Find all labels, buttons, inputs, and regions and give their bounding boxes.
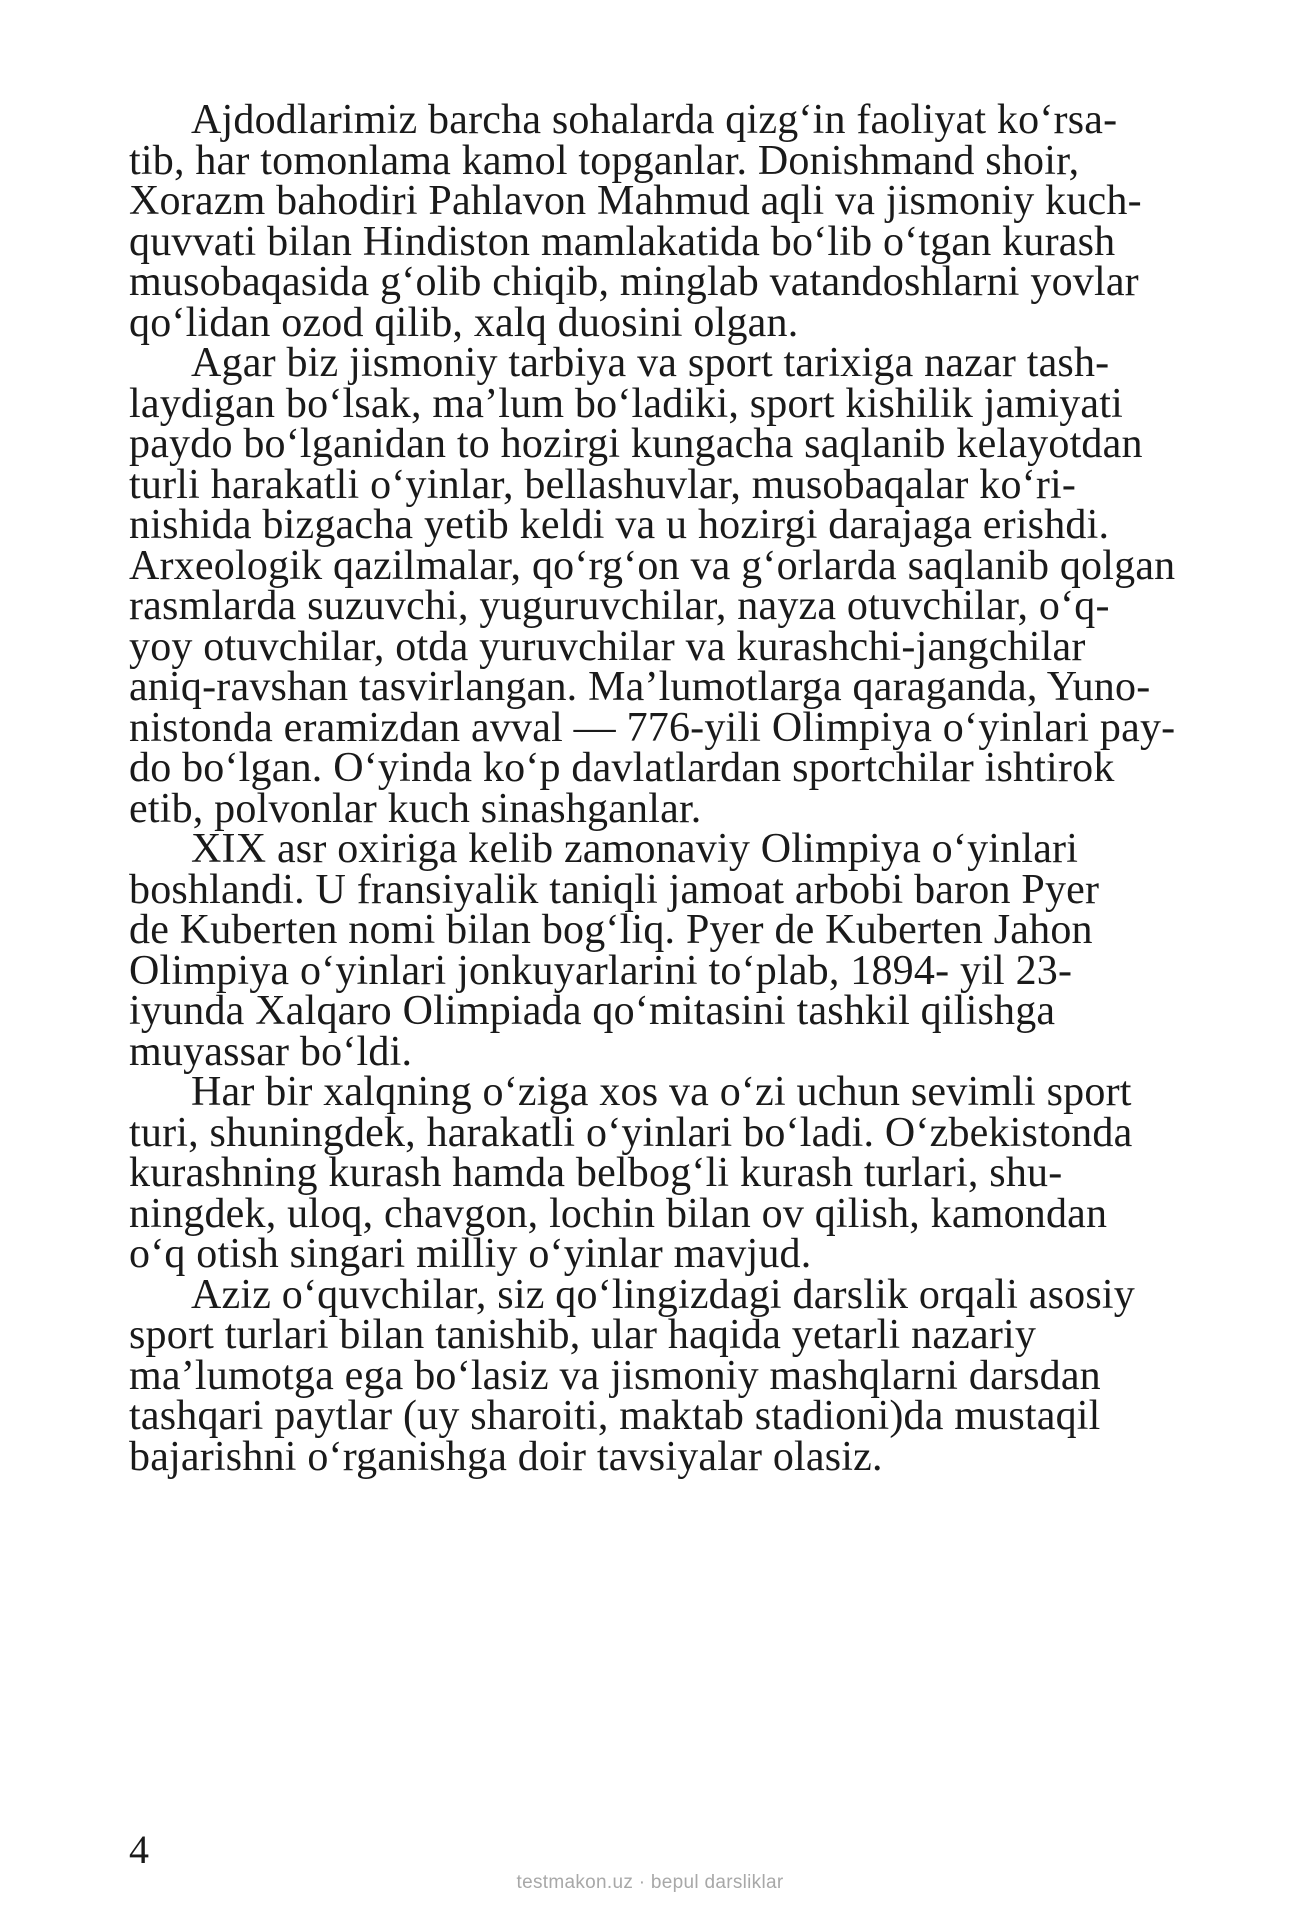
paragraph-4: Har bir xalqning o‘ziga xos va o‘zi uchun sevimli sport turi, shuningdek, harakatli o‘yinlari bo‘ladi. O‘zbekistonda kurashning kurash hamda belbog‘li kurash turlari, shu- ningdek, uloq, chavgon, lochin bilan ov qilish, kamondan o‘q otish singari milliy o‘yinlar mavjud. bbox=[129, 1069, 1133, 1277]
watermark: testmakon.uz · bepul darsliklar bbox=[516, 1872, 784, 1893]
paragraph-1: Ajdodlarimiz barcha sohalarda qizg‘in faoliyat ko‘rsa- tib, har tomonlama kamol topganlar. Donishmand shoir, Xorazm bahodiri Pahlavon Mahmud aqli va jismoniy kuch- quvvati bilan Hindiston mamlakatida bo‘lib o‘tgan kurash musobaqasida g‘olib chiqib, minglab vatandoshlarni yovlar qo‘lidan ozod qilib, xalq duosini olgan. bbox=[129, 97, 1142, 346]
paragraph-2: Agar biz jismoniy tarbiya va sport tarixiga nazar tash- laydigan bo‘lsak, ma’lum bo‘ladiki, sport kishilik jamiyati paydo bo‘lganidan to hozirgi kungacha saqlanib kelayotdan turli harakatli o‘yinlar, bellashuvlar, musobaqalar ko‘ri- nishida bizgacha yetib keldi va u hozirgi darajaga erishdi. Arxeologik qazilmalar, qo‘rg‘on va g‘orlarda saqlanib qolgan rasmlarda suzuvchi, yuguruvchilar, nayza otuvchilar, o‘q- yoy otuvchilar, otda yuruvchilar va kurashchi-jangchilar aniq-ravshan tasvirlangan. Ma’lumotlarga qaraganda, Yuno- nistonda eramizdan avval — 776-yili Olimpiya o‘yinlari pay- do bo‘lgan. O‘yinda ko‘p davlatlardan sportchilar ishtirok etib, polvonlar kuch sinashganlar. bbox=[129, 340, 1176, 832]
paragraph-5: Aziz o‘quvchilar, siz qo‘lingizdagi darslik orqali asosiy sport turlari bilan tanishib, ular haqida yetarli nazariy ma’lumotga ega bo‘lasiz va jismoniy mashqlarni darsdan tashqari paytlar (uy sharoiti, maktab stadioni)da mustaqil bajarishni o‘rganishga doir tavsiyalar olasiz. bbox=[129, 1271, 1135, 1480]
body-text bbox=[129, 97, 1193, 1480]
paragraph-3: XIX asr oxiriga kelib zamonaviy Olimpiya o‘yinlari boshlandi. U fransiyalik taniqli jamoat arbobi baron Pyer de Kuberten nomi bilan bog‘liq. Pyer de Kuberten Jahon Olimpiya o‘yinlari jonkuyarlarini to‘plab, 1894- yil 23- iyunda Xalqaro Olimpiada qo‘mitasini tashkil qilishga muyassar bo‘ldi. bbox=[129, 826, 1100, 1075]
page-number: 4 bbox=[129, 1827, 149, 1872]
